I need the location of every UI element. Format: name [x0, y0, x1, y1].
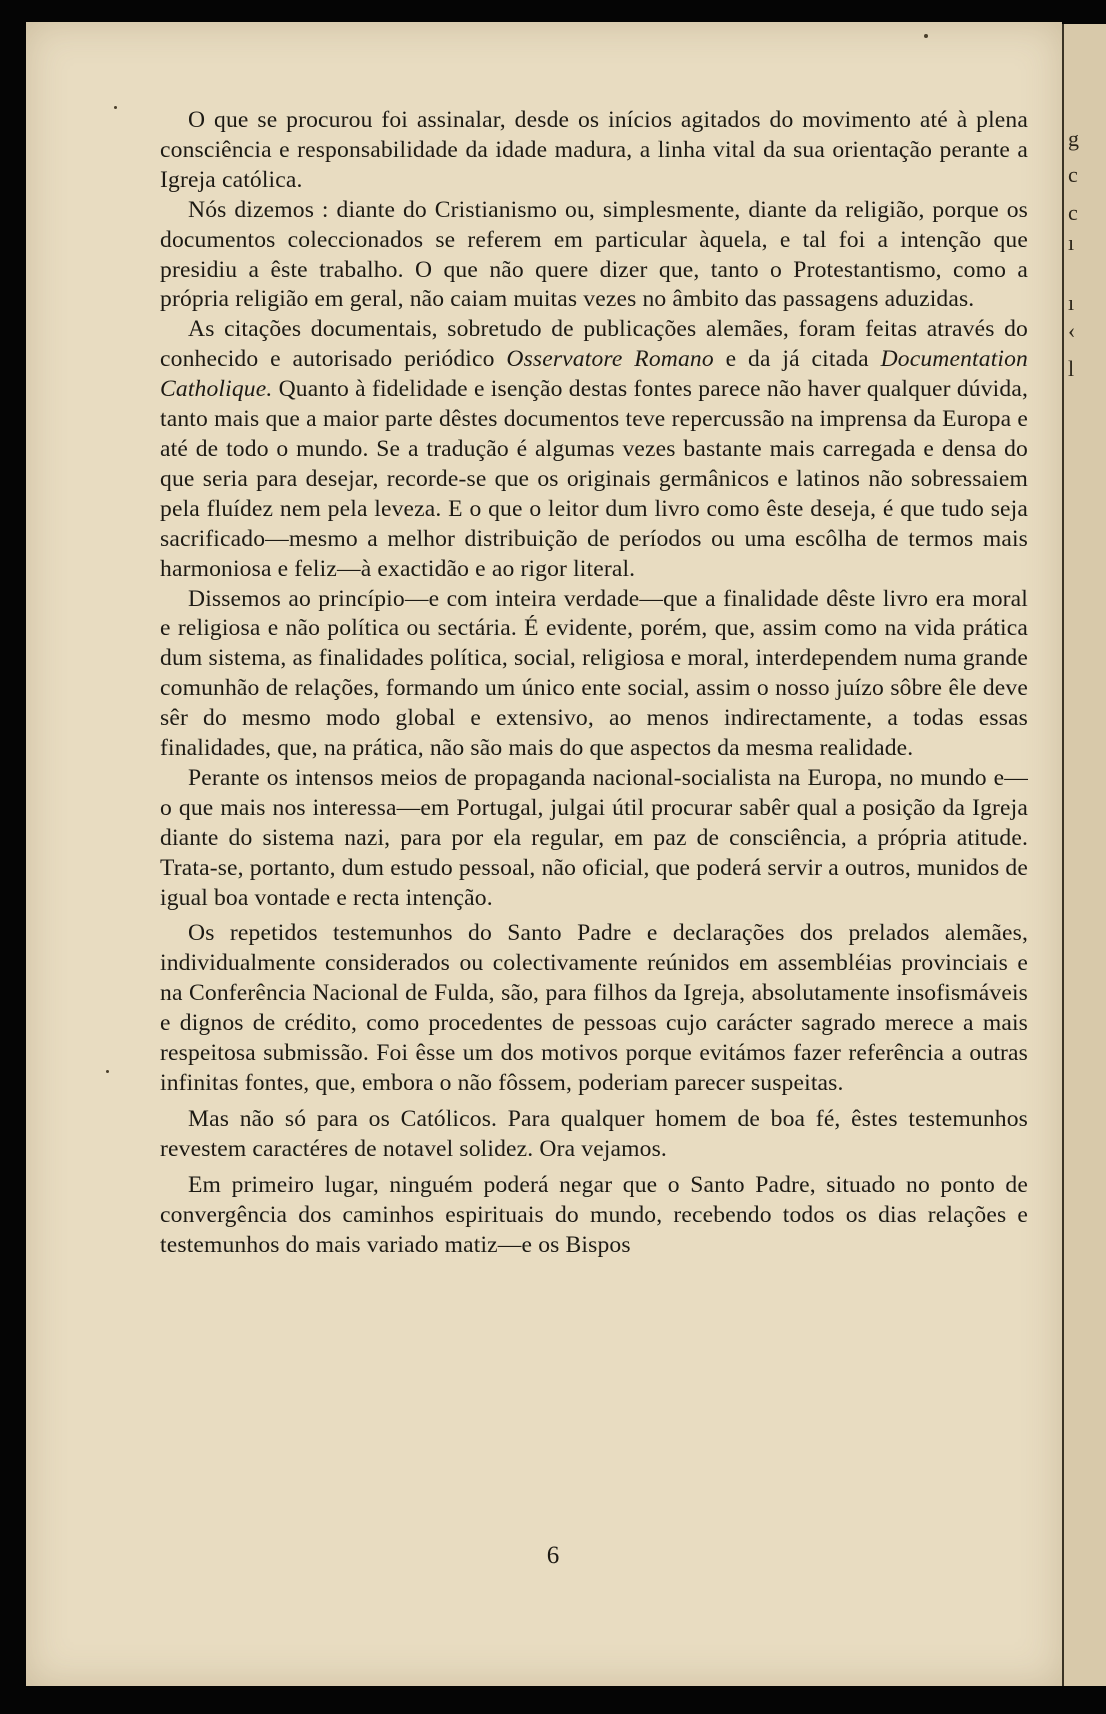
edge-glyph: l — [1068, 356, 1075, 381]
paragraph: O que se procurou foi assinalar, desde os inícios agitados do movimento até à plena consciência e responsabilidade da idade madura, a linha vital da sua orientação perante a Igreja católica. — [160, 107, 1028, 193]
paragraph: Dissemos ao princípio—e com inteira verdade—que a finalidade dêste livro era moral e religiosa e não política ou sectária. É evidente, porém, que, assim como na vida prática dum sistema, as finalidades política, social, religiosa e moral, interdependem numa grande comunhão de relações, formando um único ente social, assim o nosso juízo sôbre êle deve sêr do mesmo modo global e extensivo, ao menos indirectamente, a todas essas finalidades, que, na prática, não são mais do que aspectos da mesma realidade. — [160, 585, 1028, 762]
edge-glyph: ı — [1068, 290, 1075, 315]
paragraph: Perante os intensos meios de propaganda nacional-socialista na Europa, no mundo e—o que mais nos interessa—em Portugal, julgai útil procurar sabêr qual a posição da Igreja diante do sistema nazi, para por ela regular, em paz de consciência, a própria atitude. Trata-se, portanto, dum estudo pessoal, não oficial, que poderá servir a outros, munidos de igual boa vontade e recta intenção. — [160, 764, 1028, 911]
paper-speck — [106, 1070, 109, 1073]
edge-glyph: ı — [1068, 230, 1075, 255]
edge-glyph: g — [1068, 126, 1079, 151]
page-number: 6 — [546, 1542, 560, 1569]
edge-glyph: c — [1068, 162, 1078, 187]
adjacent-page-edge — [1062, 24, 1106, 1686]
paragraph: Nós dizemos : diante do Cristianismo ou, simplesmente, diante da religião, porque os documentos coleccionados se referem em particular àquela, e tal foi a intenção que presidiu a êste trabalho. O que não quere dizer que, tanto o Protestantismo, como a própria religião em geral, não caiam muitas vezes no âmbito das passagens aduzidas. — [160, 196, 1028, 313]
paragraph-text: As citações documentais, sobretudo de publicações alemães, foram feitas através do conhecido e autorisado periódico — [160, 316, 1028, 373]
journal-title: Osservatore Romano — [506, 346, 714, 373]
body-text — [160, 106, 1028, 1260]
paper-speck — [114, 106, 117, 109]
paragraph: Os repetidos testemunhos do Santo Padre e declarações dos prelados alemães, individualmente considerados ou colectivamente reúnidos em assembléias provinciais e na Conferência Nacional de Fulda, são, para filhos da Igreja, absolutamente insofismáveis e dignos de crédito, como procedentes de pessoas cujo carácter sagrado merece a mais respeitosa submissão. Foi êsse um dos motivos porque evitámos fazer referência a outras infinitas fontes, que, embora o não fôssem, poderiam parecer suspeitas. — [160, 920, 1028, 1096]
paragraph-text: Quanto à fidelidade e isenção destas fontes parece não haver qualquer dúvida, tanto mais que a maior parte dêstes documentos teve repercussão na imprensa da Europa e até de todo o mundo. Se a tradução é algumas vezes bastante mais carregada e densa do que seria para desejar, recorde-se que os originais germânicos e latinos não sobressaiem pela fluídez nem pela leveza. E o que o leitor dum livro como êste deseja, é que tudo seja sacrificado—mesmo a melhor distribuição de períodos ou uma escôlha de termos mais harmoniosa e feliz—à exactidão e ao rigor literal. — [160, 376, 1028, 582]
paragraph: Mas não só para os Católicos. Para qualquer homem de boa fé, êstes testemunhos revestem caractéres de notavel solidez. Ora vejamos. — [160, 1105, 1028, 1162]
paper-speck — [924, 34, 928, 38]
edge-glyph: c — [1068, 200, 1078, 225]
journal-title: Documentation Catholique. — [160, 346, 1028, 403]
edge-glyph: ‹ — [1068, 318, 1076, 343]
paragraph: Em primeiro lugar, ninguém poderá negar que o Santo Padre, situado no ponto de convergência dos caminhos espirituais do mundo, recebendo todos os dias relações e testemunhos do mais variado matiz—e os Bispos — [160, 1171, 1028, 1258]
paragraph — [160, 315, 1028, 584]
paragraph-text: e da já citada — [713, 346, 881, 373]
